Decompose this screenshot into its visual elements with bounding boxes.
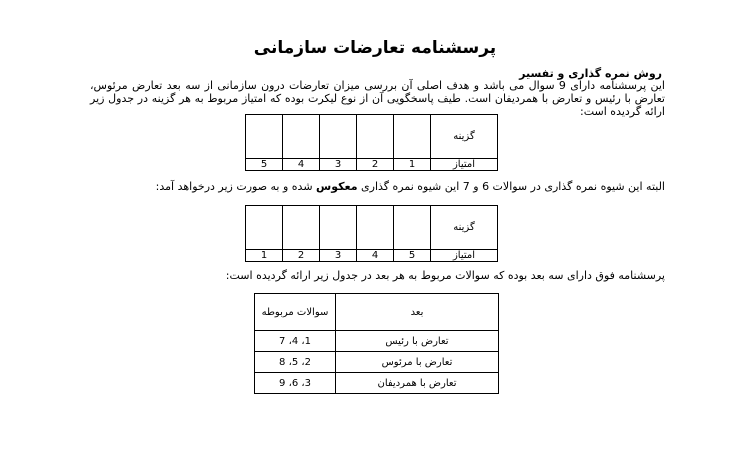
option-cell — [394, 115, 431, 159]
option-cell — [283, 115, 320, 159]
score-label: امتیاز — [431, 159, 498, 171]
dimension-header: بعد — [336, 294, 499, 331]
score-cell: 3 — [320, 250, 357, 262]
option-label: گزینه — [431, 206, 498, 250]
score-cell: 5 — [394, 250, 431, 262]
dimension-cell: تعارض با مرئوس — [336, 352, 499, 373]
score-label: امتیاز — [431, 250, 498, 262]
para2-text-end: شده و به صورت زیر درخواهد آمد: — [155, 180, 317, 193]
dimensions-table — [254, 293, 499, 394]
likert-score-table — [245, 114, 498, 171]
score-cell: 3 — [320, 159, 357, 171]
page-title: پرسشنامه تعارضات سازمانی — [253, 38, 497, 58]
questions-header: سوالات مربوطه — [255, 294, 336, 331]
section-heading: روش نمره گذاری و تفسیر — [519, 67, 662, 80]
score-cell: 1 — [246, 250, 283, 262]
reverse-keyword: معکوس — [316, 180, 358, 193]
table-row — [255, 331, 499, 352]
score-cell: 2 — [283, 250, 320, 262]
table-row — [255, 352, 499, 373]
option-cell — [283, 206, 320, 250]
option-cell — [320, 206, 357, 250]
para2-text-start: البته این شیوه نمره گذاری در سوالات 6 و 7 این شیوه نمره گذاری — [357, 180, 665, 193]
option-label: گزینه — [431, 115, 498, 159]
score-cell: 5 — [246, 159, 283, 171]
option-cell — [357, 206, 394, 250]
reverse-scoring-paragraph — [90, 180, 665, 193]
reverse-score-table — [245, 205, 498, 262]
score-cell: 4 — [357, 250, 394, 262]
option-cell — [320, 115, 357, 159]
questions-cell: 3، 6، 9 — [255, 373, 336, 394]
option-cell — [246, 206, 283, 250]
questions-cell: 2، 5، 8 — [255, 352, 336, 373]
score-cell: 1 — [394, 159, 431, 171]
score-cell: 2 — [357, 159, 394, 171]
option-cell — [357, 115, 394, 159]
intro-paragraph: این پرسشنامه دارای 9 سوال می باشد و هدف اصلی آن بررسی میزان تعارضات درون سازمانی از سه بعد تعارض مرئوس، تعارض با رئیس و تعارض با همردیفان است. طیف پاسخگویی آن از نوع لیکرت بوده که امتیاز مربوط به هر گزینه در جدول زیر ارائه گردیده است: — [90, 79, 665, 118]
dimension-cell: تعارض با همردیفان — [336, 373, 499, 394]
questions-cell: 1، 4، 7 — [255, 331, 336, 352]
dimension-cell: تعارض با رئیس — [336, 331, 499, 352]
dimensions-paragraph: پرسشنامه فوق دارای سه بعد بوده که سوالات مربوط به هر بعد در جدول زیر ارائه گردیده است: — [225, 269, 665, 282]
table-row — [255, 373, 499, 394]
option-cell — [394, 206, 431, 250]
option-cell — [246, 115, 283, 159]
score-cell: 4 — [283, 159, 320, 171]
